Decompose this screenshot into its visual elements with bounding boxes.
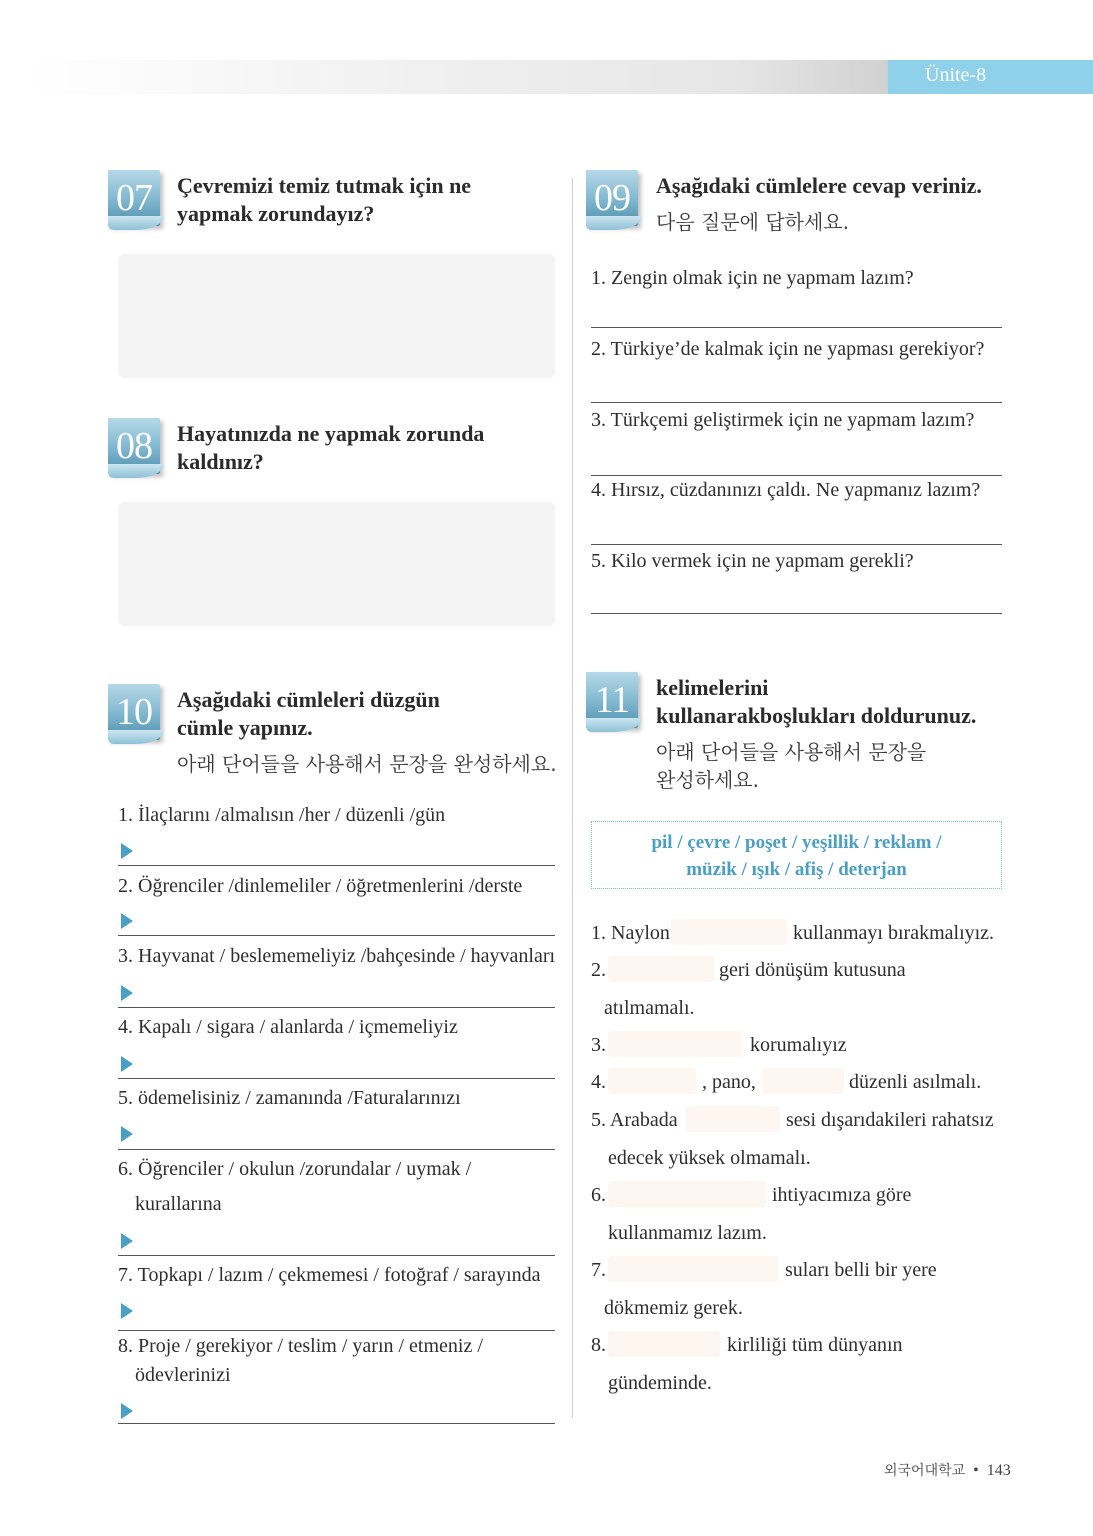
q11-sentence-text: 8. xyxy=(591,1334,606,1356)
q09-question: 3. Türkçemi geliştirmek için ne yapmam lazım? xyxy=(591,409,975,431)
question-badge-07 xyxy=(108,170,164,230)
question-badge-08 xyxy=(108,418,164,478)
q11-sentence-text: geri dönüşüm kutusuna xyxy=(719,959,906,981)
fill-blank[interactable] xyxy=(608,1181,766,1207)
q08-title: Hayatınızda ne yapmak zorunda kaldınız? xyxy=(177,421,485,474)
q08-answer-box[interactable] xyxy=(118,502,555,626)
q10-answer-line[interactable] xyxy=(118,1149,555,1150)
unit-tab xyxy=(888,60,1093,94)
header-bar xyxy=(28,60,908,94)
arrow-icon xyxy=(121,1403,133,1419)
q10-answer-line[interactable] xyxy=(118,1423,555,1424)
q10-answer-line[interactable] xyxy=(118,1078,555,1079)
fill-blank[interactable] xyxy=(608,956,714,982)
badge-number: 11 xyxy=(594,679,630,721)
q11-sentence-text: 3. xyxy=(591,1034,606,1056)
q10-title: Aşağıdaki cümleleri düzgün cümle yapınız. xyxy=(177,687,440,740)
q11-sentence-text: edecek yüksek olmamalı. xyxy=(608,1147,811,1169)
q11-sentence-text: kullanmamız lazım. xyxy=(608,1222,767,1244)
q10-item-continued: ödevlerinizi xyxy=(135,1364,231,1386)
q11-sentence-text: kirliliği tüm dünyanın xyxy=(727,1334,903,1356)
publisher-name: 외국어대학교 xyxy=(884,1463,966,1479)
q10-answer-line[interactable] xyxy=(118,1007,555,1008)
arrow-icon xyxy=(121,985,133,1001)
page-footer xyxy=(884,1460,1011,1480)
fill-blank[interactable] xyxy=(762,1068,844,1094)
q10-answer-line[interactable] xyxy=(118,865,555,866)
q11-sentence-text: 2. xyxy=(591,959,606,981)
badge-number: 09 xyxy=(594,177,630,219)
q10-item: 5. ödemelisiniz / zamanında /Faturalarınızı xyxy=(118,1087,461,1109)
q11-sentence-text: 1. Naylon xyxy=(591,922,670,944)
q11-sentence-text: 6. xyxy=(591,1184,606,1206)
q11-sentence-text: 7. xyxy=(591,1259,606,1281)
q10-item: 1. İlaçlarını /almalısın /her / düzenli /gün xyxy=(118,804,446,826)
q11-title: kelimelerini kullanarakboşlukları doldurunuz. xyxy=(656,675,977,728)
q07-title: Çevremizi temiz tutmak için ne yapmak zorundayız? xyxy=(177,173,472,226)
q10-item: 7. Topkapı / lazım / çekmemesi / fotoğraf / sarayında xyxy=(118,1264,541,1286)
q10-answer-line[interactable] xyxy=(118,1330,555,1331)
q11-sentence-text: düzenli asılmalı. xyxy=(849,1071,982,1093)
unit-label: Ünite-8 xyxy=(925,64,987,86)
column-divider xyxy=(572,178,573,1418)
q07-answer-box[interactable] xyxy=(118,254,555,378)
fill-blank[interactable] xyxy=(608,1256,778,1282)
q11-sentence-text: 4. xyxy=(591,1071,606,1093)
badge-number: 08 xyxy=(116,425,152,467)
page-number: 143 xyxy=(986,1462,1011,1479)
question-badge-10 xyxy=(108,684,164,744)
word-bank: pil / çevre / poşet / yeşillik / reklam / müzik / ışık / afiş / deterjan xyxy=(591,821,1002,889)
q09-title: Aşağıdaki cümlelere cevap veriniz. xyxy=(656,173,982,198)
q09-answer-line[interactable] xyxy=(591,544,1002,545)
q09-answer-line[interactable] xyxy=(591,402,1002,403)
q11-sentence-text: ihtiyacımıza göre xyxy=(772,1184,912,1206)
arrow-icon xyxy=(121,913,133,929)
question-badge-11 xyxy=(586,672,642,732)
q11-sentence-text: sesi dışarıdakileri rahatsız xyxy=(786,1109,994,1131)
q11-sentence-text: korumalıyız xyxy=(750,1034,847,1056)
arrow-icon xyxy=(121,1056,133,1072)
arrow-icon xyxy=(121,1126,133,1142)
badge-number: 07 xyxy=(116,177,152,219)
q11-sentence-text: , pano, xyxy=(702,1071,756,1093)
q10-item: 2. Öğrenciler /dinlemeliler / öğretmenlerini /derste xyxy=(118,875,523,897)
q10-item: 6. Öğrenciler / okulun /zorundalar / uymak / xyxy=(118,1158,472,1180)
q10-item: 3. Hayvanat / beslememeliyiz /bahçesinde / hayvanları xyxy=(118,945,556,967)
arrow-icon xyxy=(121,843,133,859)
fill-blank[interactable] xyxy=(608,1331,720,1357)
footer-separator: • xyxy=(973,1462,979,1479)
q10-subtitle-ko: 아래 단어들을 사용해서 문장을 완성하세요. xyxy=(177,752,557,776)
q09-subtitle-ko: 다음 질문에 답하세요. xyxy=(656,210,849,234)
fill-blank[interactable] xyxy=(686,1106,780,1132)
q10-item: 4. Kapalı / sigara / alanlarda / içmemeliyiz xyxy=(118,1016,458,1038)
q09-question: 5. Kilo vermek için ne yapmam gerekli? xyxy=(591,550,914,572)
q11-subtitle-ko: 아래 단어들을 사용해서 문장을 완성하세요. xyxy=(656,740,927,792)
arrow-icon xyxy=(121,1303,133,1319)
q10-answer-line[interactable] xyxy=(118,1255,555,1256)
q10-item-continued: kurallarına xyxy=(135,1193,222,1215)
q09-answer-line[interactable] xyxy=(591,327,1002,328)
q10-item: 8. Proje / gerekiyor / teslim / yarın / etmeniz / xyxy=(118,1335,483,1357)
q11-sentence-text: dökmemiz gerek. xyxy=(604,1297,743,1319)
q11-sentence-text: kullanmayı bırakmalıyız. xyxy=(793,922,995,944)
fill-blank[interactable] xyxy=(671,919,787,945)
fill-blank[interactable] xyxy=(608,1068,696,1094)
fill-blank[interactable] xyxy=(608,1031,742,1057)
q09-question: 1. Zengin olmak için ne yapmam lazım? xyxy=(591,267,914,289)
arrow-icon xyxy=(121,1233,133,1249)
q11-sentence-text: 5. Arabada xyxy=(591,1109,678,1131)
q11-sentence-text: atılmamalı. xyxy=(604,997,695,1019)
q11-sentence-text: gündeminde. xyxy=(608,1372,712,1394)
question-badge-09 xyxy=(586,170,642,230)
q09-answer-line[interactable] xyxy=(591,613,1002,614)
q09-question: 4. Hırsız, cüzdanınızı çaldı. Ne yapmanız lazım? xyxy=(591,479,981,501)
badge-number: 10 xyxy=(116,691,152,733)
q09-question: 2. Türkiye’de kalmak için ne yapması gerekiyor? xyxy=(591,338,985,360)
q10-answer-line[interactable] xyxy=(118,935,555,936)
q11-sentence-text: suları belli bir yere xyxy=(785,1259,937,1281)
